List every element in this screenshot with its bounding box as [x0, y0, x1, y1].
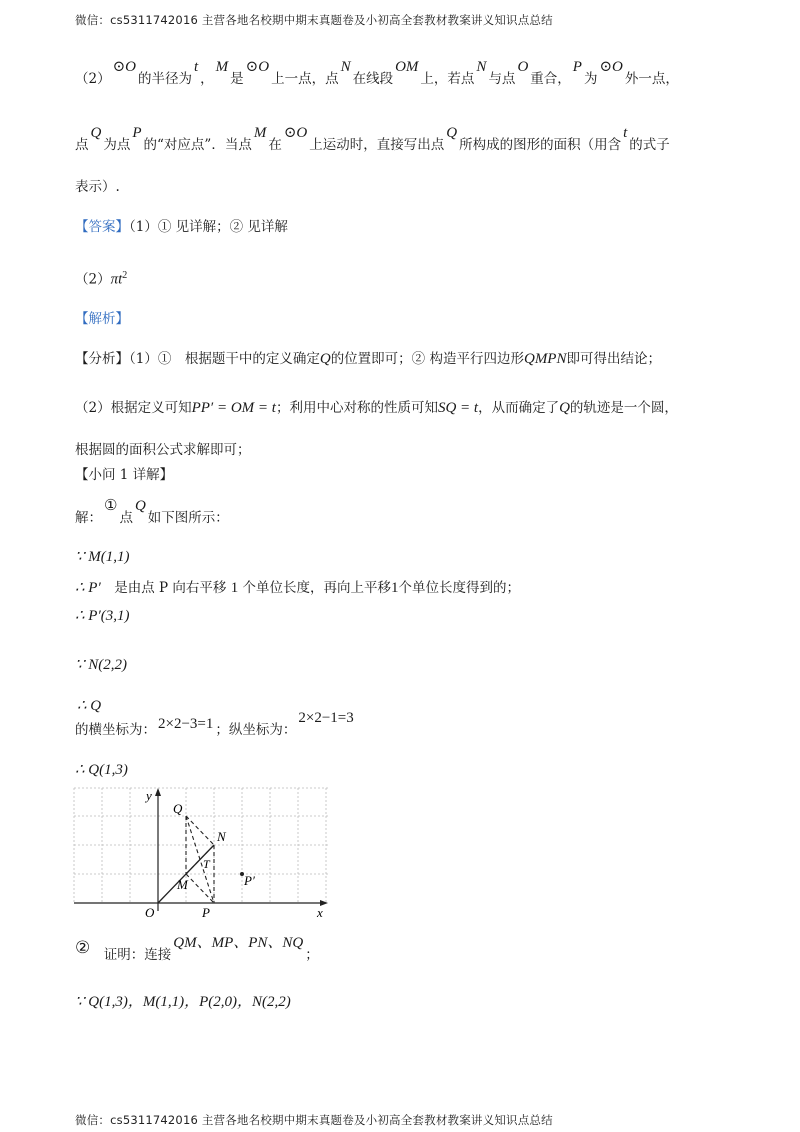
- page-header: 微信：cs5311742016 主营各地名校期中期末真题卷及小初高全套教材教案讲义知识点总结: [75, 13, 553, 27]
- step-5: ∴ Q: [77, 698, 102, 714]
- grid: [74, 788, 328, 903]
- question-2-line-2: 点Q为点P的“对应点”．当点M在⊙O上运动时，直接写出点Q所构成的图形的面积（用含t的式子: [75, 125, 670, 153]
- step-2: ∴ P′ 是由点 P 向右平移 1 个单位长度，再向上平移1个单位长度得到的；: [75, 580, 521, 596]
- analysis-line-1: 【分析】（1）① 根据题干中的定义确定Q的位置即可；② 构造平行四边形QMPN即可得出结论；: [75, 351, 661, 367]
- step-1: ∵ M(1,1): [75, 549, 130, 565]
- label-x: x: [317, 905, 323, 920]
- answer-line-2: $(2)\pi t^2$: [75, 270, 128, 288]
- question-2-line-1: （2）⊙O的半径为t，M是⊙O上一点，点N在线段OM上，若点N与点O重合，P为⊙O外一点，: [75, 59, 679, 87]
- question-2-line-3: 表示）.: [75, 179, 120, 195]
- detail-line-1: 解：①点Q如下图所示：: [75, 498, 229, 526]
- step-7: ② 证明：连接QM、MP、PN、NQ；: [75, 935, 319, 963]
- label-T: T: [203, 857, 210, 871]
- dashed-segments: [186, 816, 214, 903]
- step-6: ∴ Q(1,3): [75, 762, 128, 778]
- coordinate-figure: [72, 786, 332, 924]
- step-8: ∵ Q(1,3)，M(1,1)，P(2,0)，N(2,2): [75, 994, 291, 1010]
- answer-tag: 【答案】: [75, 219, 129, 235]
- label-O: O: [145, 905, 155, 920]
- answer-line-1: 【答案】（1）① 见详解；② 见详解: [75, 219, 288, 235]
- page-footer: 微信：cs5311742016 主营各地名校期中期末真题卷及小初高全套教材教案讲义知识点总结: [75, 1113, 553, 1127]
- step-4: ∵ N(2,2): [75, 657, 128, 673]
- analysis-line-2: （2）根据定义可知PP′ = OM = t；利用中心对称的性质可知SQ = t，从而确定了Q的轨迹是一个圆，: [75, 400, 678, 416]
- label-y: y: [146, 788, 152, 803]
- analysis-line-3: 根据圆的面积公式求解即可；: [75, 442, 251, 458]
- y-axis-arrow: [155, 788, 161, 796]
- analysis-tag: 【解析】: [75, 311, 129, 327]
- label-N: N: [217, 829, 226, 844]
- label-P: P: [202, 905, 210, 920]
- label-M: M: [177, 877, 188, 892]
- step-3: ∴ P′(3,1): [75, 608, 130, 624]
- label-Q: Q: [173, 801, 183, 816]
- step-5b: 的横坐标为： 2×2−3=1 ；纵坐标为：2×2−1=3: [75, 710, 354, 738]
- label-P-prime: P′: [244, 873, 255, 888]
- detail-title: 【小问 1 详解】: [75, 467, 174, 483]
